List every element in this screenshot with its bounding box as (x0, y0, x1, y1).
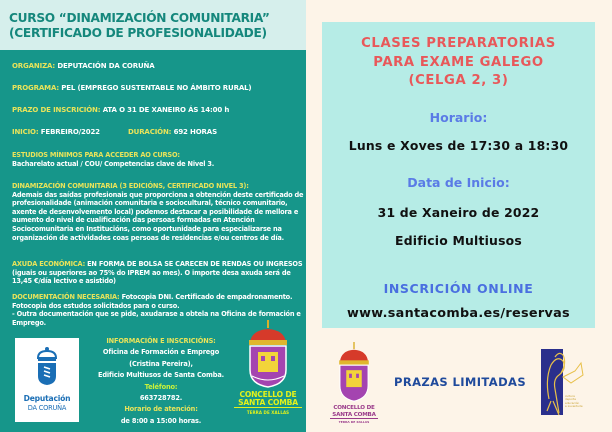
cultura-figure-icon (541, 349, 601, 419)
programa-row: PROGRAMA: PEL (EMPREGO SUSTENTABLE NO ÁMBITO RURAL) (12, 84, 252, 92)
inicio-label: Data de Inicio: (407, 175, 510, 190)
horario-label: Horario: (429, 110, 488, 125)
course-header (0, 0, 306, 50)
class-info-card (322, 22, 595, 328)
lugar-value: Edificio Multiusos (395, 233, 522, 248)
santa-comba-coat-of-arms-icon (330, 342, 378, 404)
estudios-section: ESTUDIOS MÍNIMOS PARA ACCEDER AO CURSO: Bacharelato actual / COU/ Competencias clave de Nivel 3. (12, 151, 215, 168)
prazas-limitadas: PRAZAS LIMITADAS (393, 375, 527, 389)
info-inscricions: INFORMACIÓN E INSCRICIÓNS: Oficina de Formación e Emprego (Cristina Pereira), Edificio Multiusos de Santa Comba. Teléfono: 663728782. Horario de atención: de 8:00 a 15:00 horas. (85, 336, 237, 427)
horario-value: Luns e Xoves de 17:30 a 18:30 (348, 138, 569, 153)
phone-number: 663728782. (139, 394, 183, 403)
inicio-value: 31 de Xaneiro de 2022 (377, 205, 540, 220)
concello-santa-comba-logo: CONCELLO DE SANTA COMBA TERRA DE XALLAS (330, 342, 378, 432)
duracion-row: DURACIÓN: 692 HORAS (128, 128, 217, 136)
axuda-section: AXUDA ECONÓMICA: EN FORMA DE BOLSA SE CARECEN DE RENDAS OU INGRESOS (iguais ou superiores ao 75% do IPREM ao mes). O importe desa axuda será de 13,45 €/día lectivo e asistido) (12, 260, 303, 286)
prazo-row: PRAZO DE INSCRICIÓN: ATA O 31 DE XANEIRO ÁS 14:00 h (12, 106, 230, 114)
dinamizacion-section: DINAMIZACIÓN COMUNITARIA (3 EDICIÓNS, CERTIFICADO NIVEL 3): Ademais das saídas profesionais que proporciona a obtención deste certificado de profesionalidade (animación comunitaria e sociocultural, técnico comunitario, axente de desenvolvemento local) podemos destacar a posibilidade de mellora e aumento do nivel de cualificación das persoas formadas en Atención Sociocomunitaria en Institucións, como oportunidade para especializarse na organización de actividades coas persoas de residencias e/ou centros de día. (12, 182, 304, 242)
course-title: CURSO “DINAMIZACIÓN COMUNITARIA” (CERTIFICADO DE PROFESIONALIDADE) (9, 11, 270, 40)
organiza-row: ORGANIZA: DEPUTACIÓN DA CORUÑA (12, 62, 155, 70)
galego-classes-panel (306, 0, 612, 432)
santa-comba-coat-of-arms-icon (234, 320, 302, 390)
deputacion-crest-icon (34, 346, 60, 386)
documentacion-section: DOCUMENTACIÓN NECESARIA: Fotocopia DNI. Certificado de empadronamento. Fotocopia dos estudos solicitados para o curso. - Outra documentación que se pide, axudarase a obtela na Oficina de formación e Emprego. (12, 293, 301, 327)
classes-title: CLASES PREPARATORIAS PARA EXAME GALEGO (CELGA 2, 3) (361, 36, 556, 88)
reservas-link[interactable]: www.santacomba.es/reservas (347, 306, 570, 321)
cultura-deporte-logo: cultura deporte educación e xuventude (541, 349, 601, 421)
inscricion-online-label: INSCRICIÓN ONLINE (383, 281, 534, 296)
inicio-row: INICIO: FEBREIRO/2022 (12, 128, 100, 136)
concello-santa-comba-logo: CONCELLO DE SANTA COMBA TERRA DE XALLAS (234, 320, 302, 428)
deputacion-coruna-logo: Deputación DA CORUÑA (15, 338, 79, 422)
